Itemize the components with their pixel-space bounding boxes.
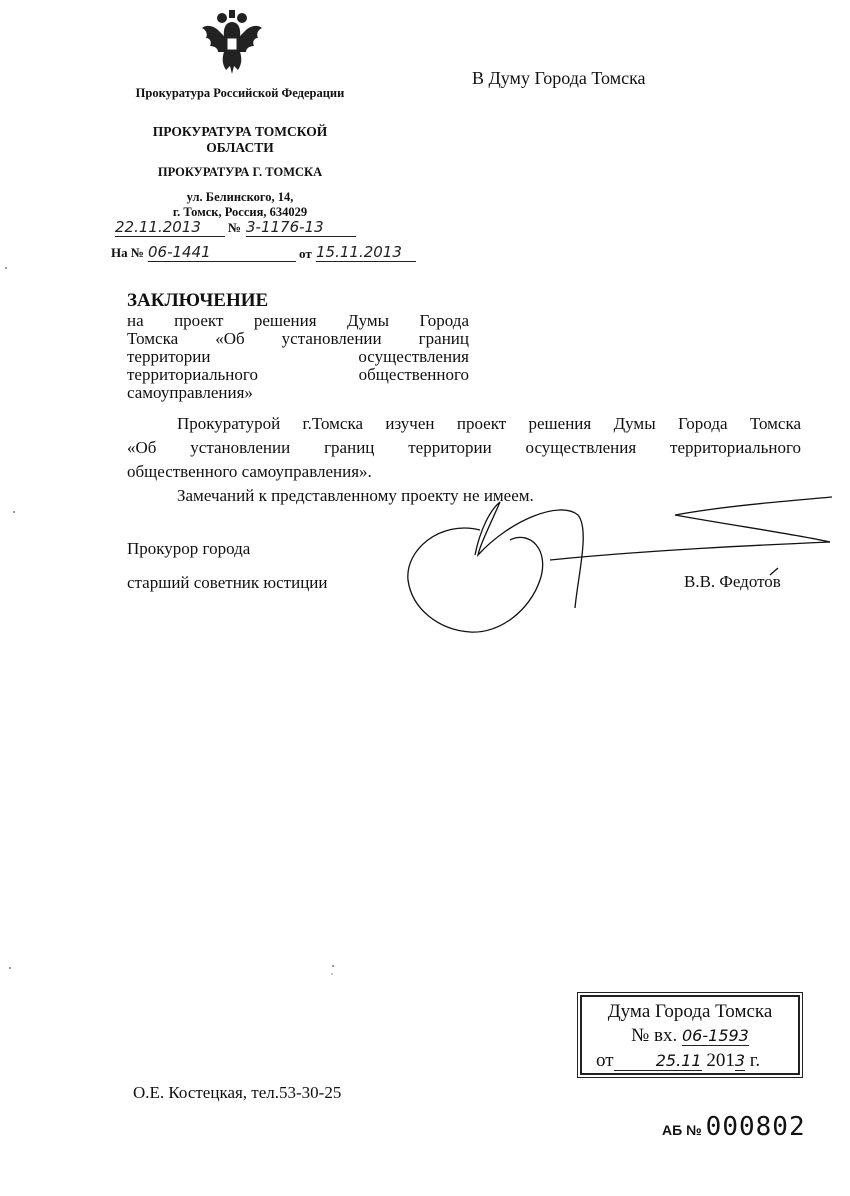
- stamp-date-label: от: [596, 1050, 614, 1071]
- org-name-federal: Прокуратура Российской Федерации: [135, 86, 345, 100]
- document-title: ЗАКЛЮЧЕНИЕ: [127, 290, 269, 311]
- subject-line: Томска «Об установлении границ: [127, 329, 469, 348]
- reference-date-label: от: [299, 246, 312, 261]
- signer-name: В.В. Федотов: [684, 572, 781, 591]
- paragraph-line: общественного самоуправления».: [127, 462, 372, 481]
- reference-number-handwritten: 06-1441: [148, 243, 296, 262]
- stamp-incoming-number: [582, 1025, 798, 1047]
- form-serial-label: АБ №: [662, 1122, 702, 1138]
- stamp-date-handwritten: 25.11: [614, 1051, 702, 1071]
- stamp-date: [596, 1050, 760, 1072]
- org-name-city: ПРОКУРАТУРА Г. ТОМСКА: [157, 165, 323, 179]
- subject-line: территориального общественного: [127, 365, 469, 384]
- signer-rank: старший советник юстиции: [127, 573, 328, 592]
- paragraph-line: «Об установлении границ территории осуществления территориального: [127, 438, 801, 457]
- signer-position: Прокурор города: [127, 539, 251, 558]
- stamp-year-handwritten: 3: [734, 1051, 745, 1070]
- stamp-year-suffix: г.: [749, 1050, 761, 1071]
- outgoing-date-handwritten: 22.11.2013: [115, 218, 225, 237]
- stamp-organization: Дума Города Томска: [607, 1001, 773, 1022]
- subject-line: территории осуществления: [127, 347, 469, 366]
- outgoing-number-handwritten: 3-1176-13: [246, 218, 356, 237]
- handwritten-signature-icon: [400, 490, 840, 640]
- stamp-number-label: № вх.: [631, 1025, 678, 1046]
- org-address: [120, 190, 360, 220]
- stamp-year-prefix: 201: [706, 1050, 735, 1071]
- stamp-number-handwritten: 06-1593: [682, 1026, 749, 1045]
- org-name-regional: ПРОКУРАТУРА ТОМСКОЙ ОБЛАСТИ: [152, 124, 328, 155]
- subject-line: на проект решения Думы Города: [127, 311, 469, 330]
- reference-date-handwritten: 15.11.2013: [316, 243, 416, 262]
- paragraph-line: Прокуратурой г.Томска изучен проект решения Думы Города Томска: [177, 414, 801, 433]
- double-headed-eagle-emblem-icon: [196, 8, 268, 78]
- form-serial-number: [662, 1112, 806, 1142]
- document-subject: [127, 312, 469, 402]
- reference-number-label: На №: [111, 245, 144, 260]
- org-address-city: г. Томск, Россия, 634029: [172, 205, 308, 219]
- subject-line: самоуправления»: [127, 383, 253, 402]
- form-serial-value: 000802: [705, 1112, 806, 1142]
- executor-contact: О.Е. Костецкая, тел.53-30-25: [133, 1083, 342, 1102]
- incoming-registration-stamp: [580, 995, 800, 1075]
- addressee: В Думу Города Томска: [472, 68, 646, 88]
- org-address-street: ул. Белинского, 14,: [186, 190, 294, 204]
- outgoing-number-label: №: [228, 220, 242, 235]
- body-paragraph-2: Замечаний к представленному проекту не имеем.: [177, 486, 534, 505]
- body-paragraph-1: [127, 412, 801, 484]
